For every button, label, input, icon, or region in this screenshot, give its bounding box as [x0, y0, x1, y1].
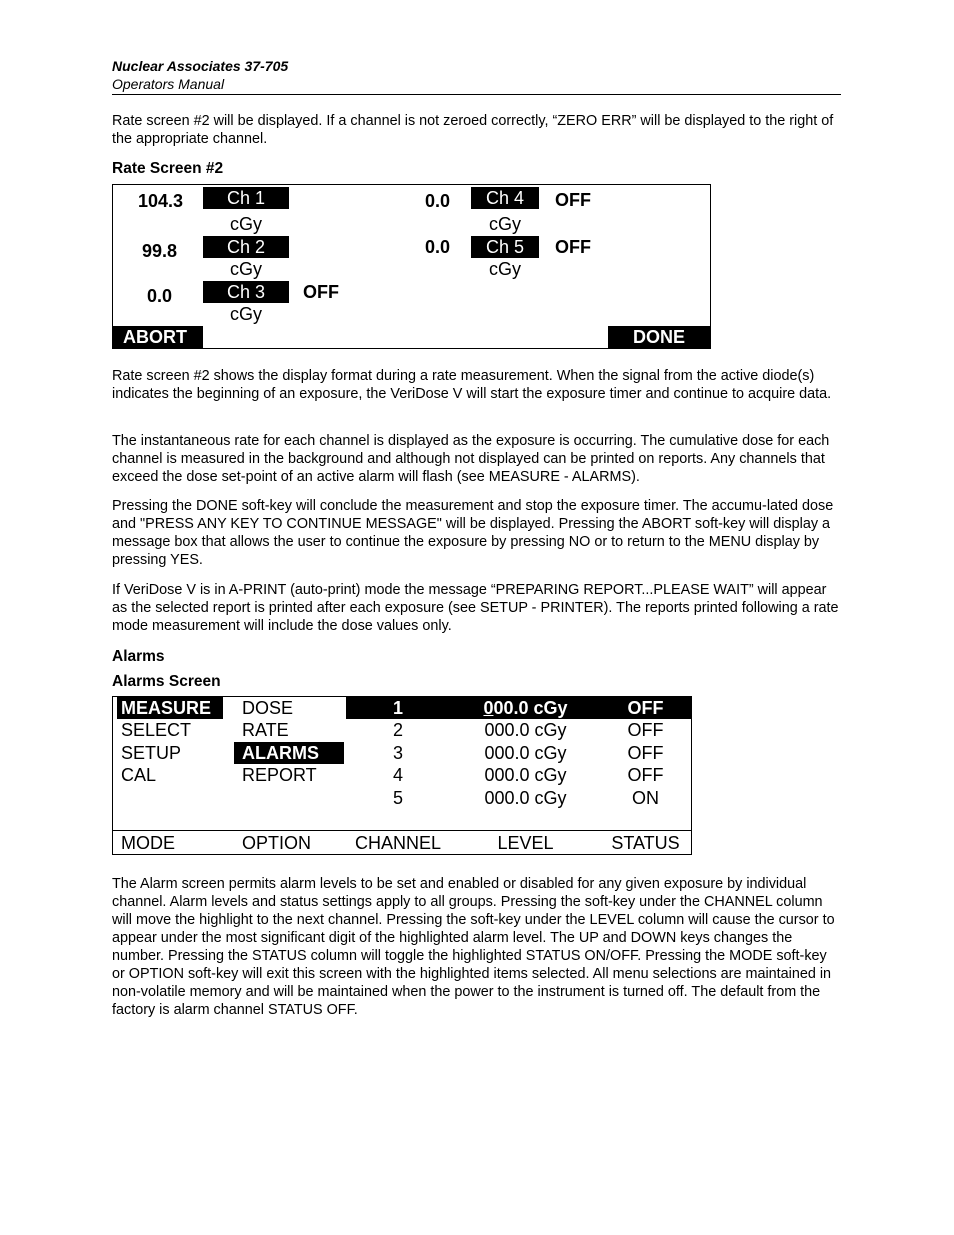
- option-item-dose[interactable]: DOSE: [242, 698, 294, 718]
- option-item-rate[interactable]: RATE: [242, 720, 289, 740]
- channel-number[interactable]: 5: [392, 788, 403, 808]
- channel-unit: cGy: [229, 214, 262, 234]
- level-value: 000.0 cGy: [484, 788, 567, 808]
- body-paragraph: Rate screen #2 shows the display format during a rate measurement. When the signal from the active diode(s) indicates the beginning of an exposure, the VeriDose V will start the exposure timer and continue to acquire data.: [112, 368, 832, 402]
- alarm-level[interactable]: [463, 742, 588, 764]
- channel-unit: cGy: [229, 259, 262, 279]
- channel-label: Ch 4: [471, 187, 539, 209]
- alarm-status[interactable]: OFF: [627, 765, 664, 785]
- rate-screen-heading: Rate Screen #2: [112, 160, 224, 177]
- channel-value: 104.3: [137, 191, 183, 211]
- alarm-status[interactable]: OFF: [627, 698, 664, 718]
- channel-status: OFF: [555, 237, 591, 257]
- body-paragraph: If VeriDose V is in A-PRINT (auto-print) mode the message “PREPARING REPORT...PLEASE WAIT” will appear as the selected report is printed after each exposure (see SETUP - PRINTER). The reports printed following a rate mode measurement will include the dose values only.: [112, 582, 839, 634]
- option-item-alarms[interactable]: ALARMS: [234, 742, 344, 764]
- alarm-level[interactable]: [463, 787, 588, 809]
- channel-number[interactable]: 1: [392, 698, 403, 718]
- alarm-status[interactable]: OFF: [627, 720, 664, 740]
- channel-softkey[interactable]: CHANNEL: [354, 833, 442, 853]
- channel-label: Ch 3: [203, 281, 289, 303]
- channel-number[interactable]: 4: [392, 765, 403, 785]
- level-value: 000.0 cGy: [484, 720, 567, 740]
- channel-value: 0.0: [424, 237, 450, 257]
- mode-item-select[interactable]: SELECT: [121, 720, 192, 740]
- status-softkey[interactable]: STATUS: [611, 833, 680, 853]
- mode-item-setup[interactable]: SETUP: [121, 743, 182, 763]
- channel-number[interactable]: 3: [392, 743, 403, 763]
- body-paragraph: The instantaneous rate for each channel is displayed as the exposure is occurring. The cumulative dose for each channel is measured in the background and although not displayed can be printed on reports. Any channels that exceed the dose set-point of an active alarm will flash (see MEASURE - ALARMS).: [112, 433, 830, 485]
- alarm-status[interactable]: OFF: [627, 743, 664, 763]
- abort-softkey[interactable]: ABORT: [113, 326, 203, 348]
- body-paragraph: The Alarm screen permits alarm levels to be set and enabled or disabled for any given exposure by individual channel. Alarm levels and status settings apply to all groups. Pressing the soft-key under the CHANNEL column will move the highlight to the next channel. Pressing the soft-key under the LEVEL column will cause the cursor to appear under the most significant digit of the highlighted alarm level. The UP and DOWN keys changes the number. Pressing the STATUS column will toggle the highlighted STATUS ON/OFF. Pressing the MODE soft-key or OPTION soft-key will exit this screen with the highlighted items selected. All menu selections are maintained in non-volatile memory and will be maintained when the power to the instrument is turned off. The default from the factory is alarm channel STATUS OFF.: [112, 876, 835, 1018]
- rate-screen-display: [112, 184, 711, 349]
- level-value: 00.0 cGy: [493, 698, 568, 718]
- alarm-status[interactable]: ON: [632, 788, 659, 808]
- channel-unit: cGy: [229, 304, 262, 324]
- channel-status: OFF: [555, 190, 591, 210]
- mode-item-measure[interactable]: MEASURE: [117, 697, 223, 719]
- option-item-report[interactable]: REPORT: [242, 765, 317, 785]
- level-value: 000.0 cGy: [484, 743, 567, 763]
- channel-value: 0.0: [424, 191, 450, 211]
- alarm-level[interactable]: [463, 719, 588, 741]
- mode-item-cal[interactable]: CAL: [121, 765, 157, 785]
- level-cursor-digit: 0: [483, 698, 494, 718]
- channel-unit: cGy: [488, 214, 521, 234]
- option-softkey[interactable]: OPTION: [242, 833, 312, 853]
- channel-label: Ch 5: [471, 236, 539, 258]
- channel-label: Ch 2: [203, 236, 289, 258]
- channel-label: Ch 1: [203, 187, 289, 209]
- level-value: 000.0 cGy: [484, 765, 567, 785]
- channel-value: 0.0: [146, 286, 172, 306]
- intro-paragraph: Rate screen #2 will be displayed. If a channel is not zeroed correctly, “ZERO ERR” will be displayed to the right of the appropriate channel.: [112, 113, 834, 147]
- channel-status: OFF: [303, 282, 339, 302]
- alarms-screen-display: [112, 696, 692, 855]
- alarm-level[interactable]: [463, 697, 588, 719]
- channel-value: 99.8: [141, 241, 177, 261]
- alarm-level[interactable]: [463, 764, 588, 786]
- doc-title: Nuclear Associates 37-705: [112, 58, 289, 74]
- channel-number[interactable]: 2: [392, 720, 403, 740]
- mode-softkey[interactable]: MODE: [121, 833, 175, 853]
- level-softkey[interactable]: LEVEL: [497, 833, 554, 853]
- alarms-screen-heading: Alarms Screen: [112, 673, 221, 690]
- channel-unit: cGy: [488, 259, 521, 279]
- softkey-divider: [113, 830, 691, 831]
- page-header: [112, 57, 841, 95]
- doc-subtitle: Operators Manual: [112, 76, 225, 92]
- done-softkey[interactable]: DONE: [608, 326, 710, 348]
- alarms-heading: Alarms: [112, 648, 165, 665]
- body-paragraph: Pressing the DONE soft-key will conclude the measurement and stop the exposure timer. The accumu-lated dose and "PRESS ANY KEY TO CONTINUE MESSAGE" will be displayed. Pressing the ABORT soft-key will display a message box that allows the user to continue the exposure by pressing NO or to return to the MENU display by pressing YES.: [112, 498, 834, 568]
